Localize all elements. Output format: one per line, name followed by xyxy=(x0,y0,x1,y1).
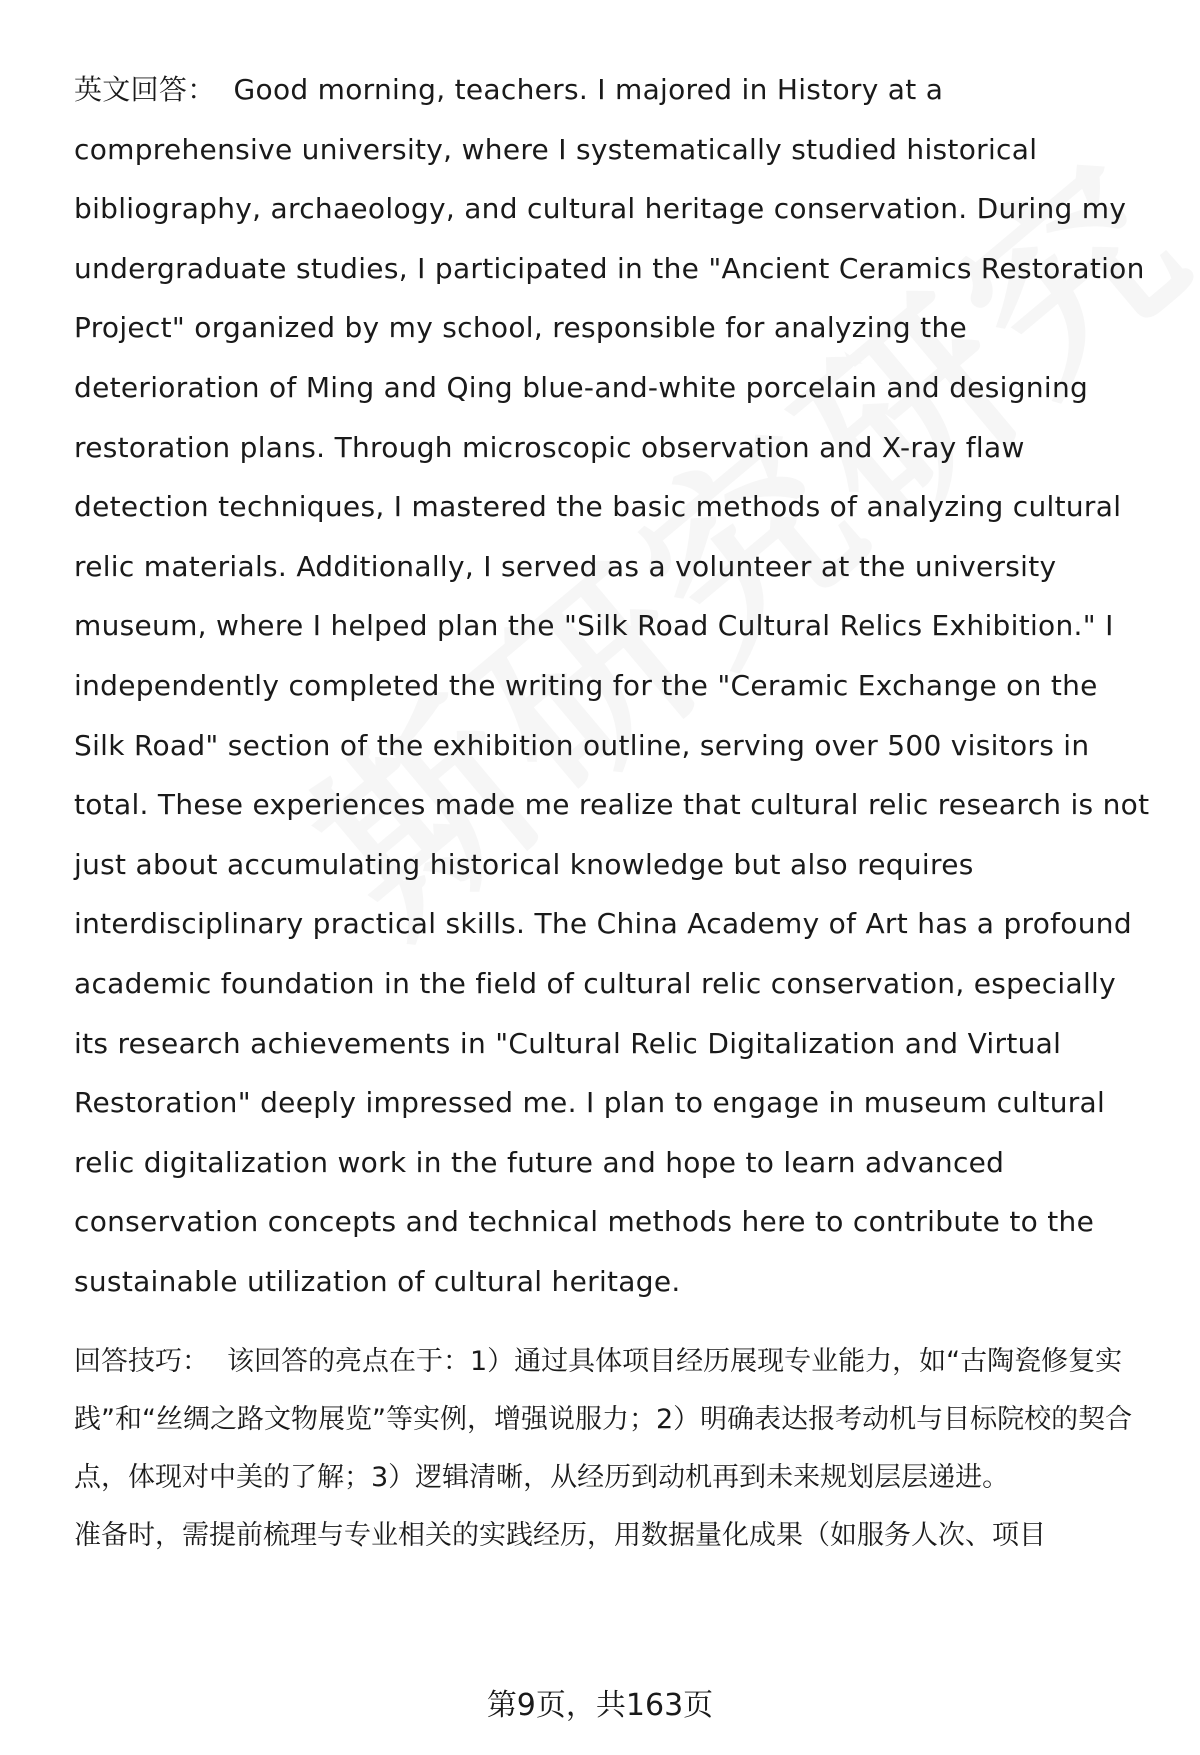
page-number-footer: 第9页，共163页 xyxy=(486,1688,714,1723)
english-answer-paragraph xyxy=(74,60,1152,1311)
page-content xyxy=(74,60,1152,1565)
tips-paragraph xyxy=(74,1333,1152,1507)
tips-text: 该回答的亮点在于：1）通过具体项目经历展现专业能力，如“古陶瓷修复实践”和“丝绸之路文物展览”等实例，增强说服力；2）明确表达报考动机与目标院校的契合点，体现对中美的了解；3）逻辑清晰，从经历到动机再到未来规划层层递进。 xyxy=(74,1346,1133,1494)
paragraph-gap xyxy=(74,1311,1152,1333)
english-answer-text: Good morning, teachers. I majored in History at a comprehensive university, where I systematically studied historical bibliography, archaeology, and cultural heritage conservation. During my undergraduate studies, I participated in the "Ancient Ceramics Restoration Project" organized by my school, responsible for analyzing the deterioration of Ming and Qing blue-and-white porcelain and designing restoration plans. Through microscopic observation and X-ray flaw detection techniques, I mastered the basic methods of analyzing cultural relic materials. Additionally, I served as a volunteer at the university museum, where I helped plan the "Silk Road Cultural Relics Exhibition." I independently completed the writing for the "Ceramic Exchange on the Silk Road" section of the exhibition outline, serving over 500 visitors in total. These experiences made me realize that cultural relic research is not just about accumulating historical knowledge but also requires interdisciplinary practical skills. The China Academy of Art has a profound academic foundation in the field of cultural relic conservation, especially its research achievements in "Cultural Relic Digitalization and Virtual Restoration" deeply impressed me. I plan to engage in museum cultural relic digitalization work in the future and hope to learn advanced conservation concepts and technical methods here to contribute to the sustainable utilization of cultural heritage. xyxy=(74,73,1150,1298)
preparation-paragraph: 准备时，需提前梳理与专业相关的实践经历，用数据量化成果（如服务人次、项目 xyxy=(74,1520,1046,1552)
english-answer-label: 英文回答： xyxy=(74,73,216,106)
tips-label: 回答技巧： xyxy=(74,1346,209,1378)
